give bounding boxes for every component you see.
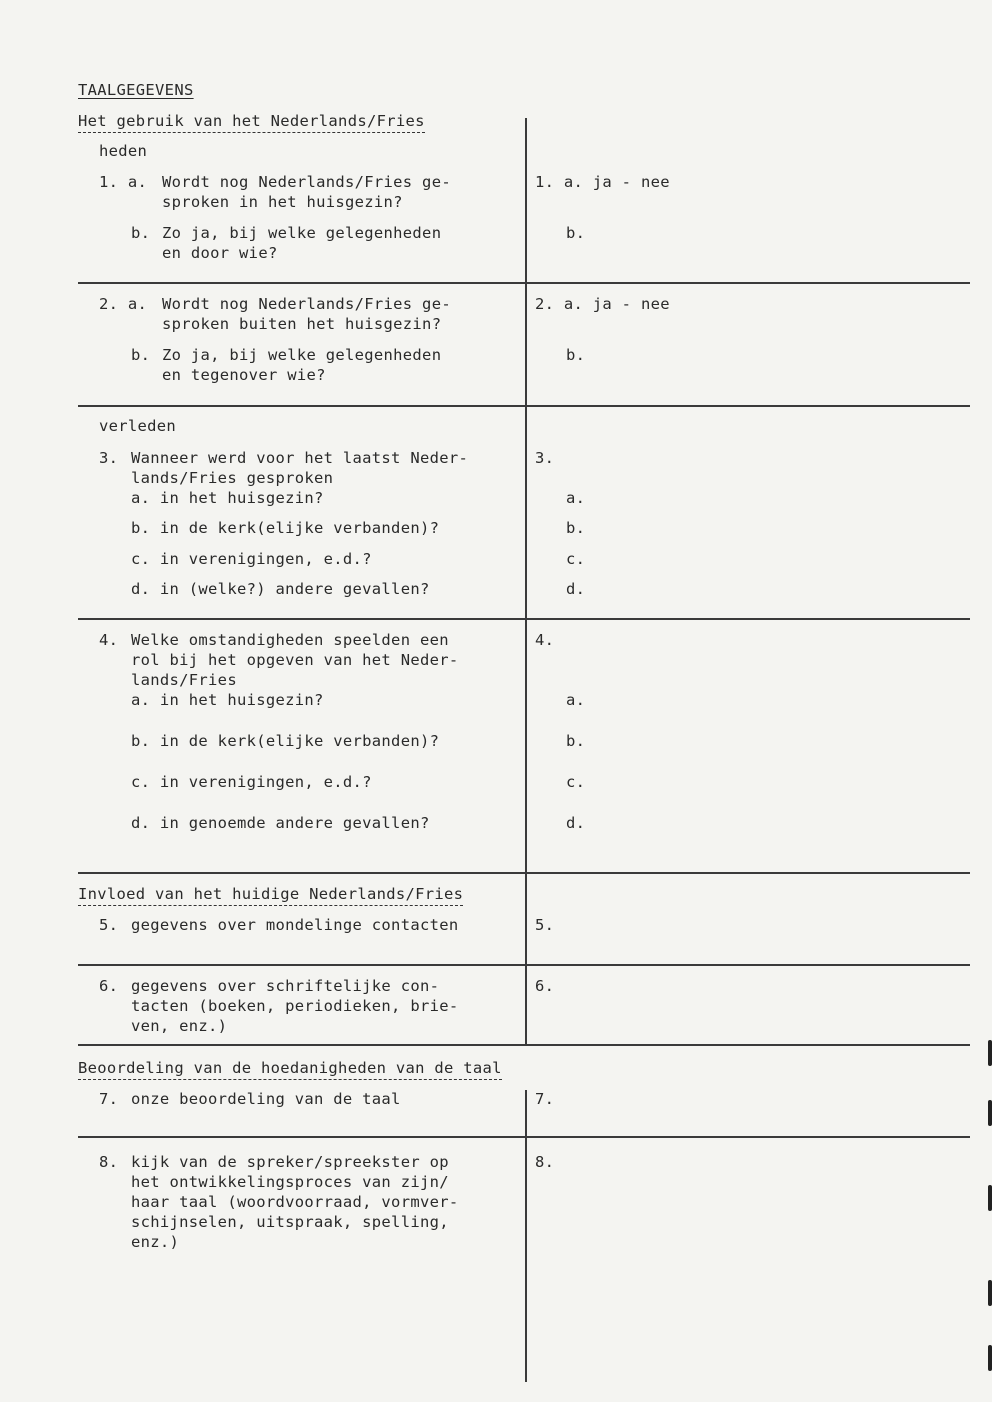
q5-text: gegevens over mondelinge contacten [131, 916, 459, 934]
column-divider [525, 118, 527, 405]
answer-1a: 1. a. ja - nee [535, 173, 670, 191]
q7-number: 7. [99, 1090, 119, 1108]
q5-number: 5. [99, 916, 119, 934]
column-divider [525, 1090, 527, 1382]
answer-1b: b. [566, 224, 586, 242]
q3a-text: a. in het huisgezin? [131, 489, 324, 507]
q4-text-line3: lands/Fries [131, 671, 237, 689]
q6-number: 6. [99, 977, 119, 995]
column-divider [525, 872, 527, 1044]
q3-text-line1: Wanneer werd voor het laatst Neder- [131, 449, 469, 467]
q8-text-line5: enz.) [131, 1233, 180, 1251]
row-divider [78, 282, 970, 284]
q8-text-line4: schijnselen, uitspraak, spelling, [131, 1213, 449, 1231]
q3-text-line2: lands/Fries gesproken [131, 469, 334, 487]
answer-3: 3. [535, 449, 555, 467]
answer-4: 4. [535, 631, 555, 649]
answer-2a: 2. a. ja - nee [535, 295, 670, 313]
q2b-text-line2: en tegenover wie? [162, 366, 326, 384]
q4-text-line2: rol bij het opgeven van het Neder- [131, 651, 459, 669]
q2a-text-line1: Wordt nog Nederlands/Fries ge- [162, 295, 451, 313]
row-divider [78, 618, 970, 620]
row-divider [78, 1136, 970, 1138]
answer-7: 7. [535, 1090, 555, 1108]
q6-text-line1: gegevens over schriftelijke con- [131, 977, 440, 995]
q1a-text-line2: sproken in het huisgezin? [162, 193, 403, 211]
q2b-label: b. [131, 346, 151, 364]
q4c-text: c. in verenigingen, e.d.? [131, 773, 372, 791]
scan-edge-mark [988, 1345, 992, 1371]
answer-4c: c. [566, 773, 586, 791]
row-divider [78, 405, 970, 407]
row-divider [78, 872, 970, 874]
answer-4d: d. [566, 814, 586, 832]
q7-text: onze beoordeling van de taal [131, 1090, 401, 1108]
row-divider [78, 964, 970, 966]
answer-3a: a. [566, 489, 586, 507]
column-divider [525, 405, 527, 872]
answer-3b: b. [566, 519, 586, 537]
q4b-text: b. in de kerk(elijke verbanden)? [131, 732, 440, 750]
q8-text-line1: kijk van de spreker/spreekster op [131, 1153, 449, 1171]
q1b-label: b. [131, 224, 151, 242]
q4d-text: d. in genoemde andere gevallen? [131, 814, 430, 832]
q1-number: 1. a. [99, 173, 148, 191]
answer-3c: c. [566, 550, 586, 568]
q1b-text-line1: Zo ja, bij welke gelegenheden [162, 224, 442, 242]
scan-edge-mark [988, 1185, 992, 1211]
scan-edge-mark [988, 1280, 992, 1306]
q3c-text: c. in verenigingen, e.d.? [131, 550, 372, 568]
q8-number: 8. [99, 1153, 119, 1171]
q3d-text: d. in (welke?) andere gevallen? [131, 580, 430, 598]
q4a-text: a. in het huisgezin? [131, 691, 324, 709]
q1a-text-line1: Wordt nog Nederlands/Fries ge- [162, 173, 451, 191]
section-heading-usage: Het gebruik van het Nederlands/Fries [78, 111, 425, 133]
subheading-present: heden [99, 142, 148, 160]
q3b-text: b. in de kerk(elijke verbanden)? [131, 519, 440, 537]
answer-4a: a. [566, 691, 586, 709]
q2b-text-line1: Zo ja, bij welke gelegenheden [162, 346, 442, 364]
q8-text-line3: haar taal (woordvoorraad, vormver- [131, 1193, 459, 1211]
answer-4b: b. [566, 732, 586, 750]
q2-number: 2. a. [99, 295, 148, 313]
section-heading-assessment: Beoordeling van de hoedanigheden van de taal [78, 1058, 502, 1080]
answer-2b: b. [566, 346, 586, 364]
q6-text-line3: ven, enz.) [131, 1017, 228, 1035]
scan-edge-mark [988, 1100, 992, 1126]
q6-text-line2: tacten (boeken, periodieken, brie- [131, 997, 459, 1015]
answer-8: 8. [535, 1153, 555, 1171]
q4-text-line1: Welke omstandigheden speelden een [131, 631, 449, 649]
answer-5: 5. [535, 916, 555, 934]
answer-6: 6. [535, 977, 555, 995]
q2a-text-line2: sproken buiten het huisgezin? [162, 315, 442, 333]
section-heading-influence: Invloed van het huidige Nederlands/Fries [78, 884, 463, 906]
answer-3d: d. [566, 580, 586, 598]
q4-number: 4. [99, 631, 119, 649]
row-divider [78, 1044, 970, 1046]
q8-text-line2: het ontwikkelingsproces van zijn/ [131, 1173, 449, 1191]
q1b-text-line2: en door wie? [162, 244, 278, 262]
page-title: TAALGEGEVENS [78, 81, 194, 99]
scan-edge-mark [988, 1040, 992, 1066]
q3-number: 3. [99, 449, 119, 467]
subheading-past: verleden [99, 417, 177, 435]
